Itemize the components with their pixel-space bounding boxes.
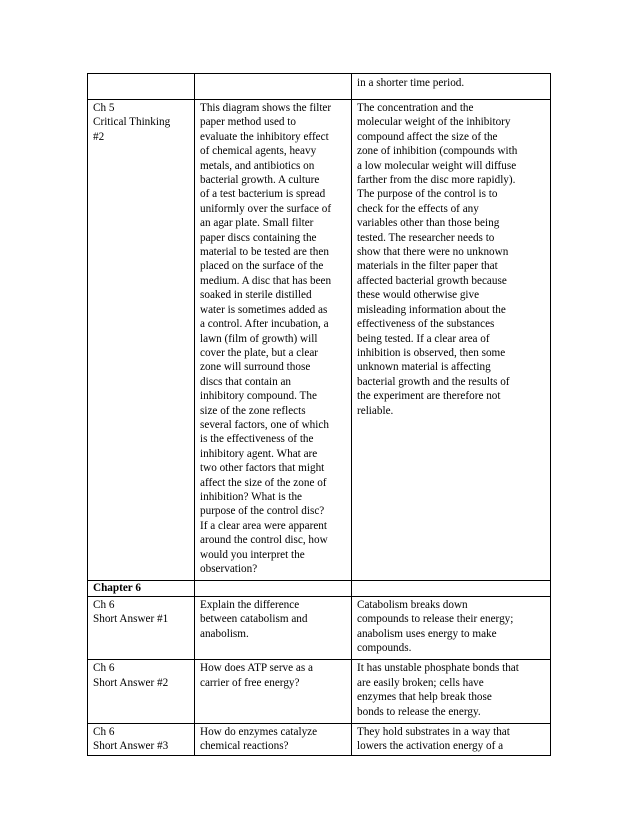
label-cell <box>88 74 195 100</box>
answer-cell: in a shorter time period. <box>352 74 551 100</box>
label-cell: Ch 6 Short Answer #3 <box>88 724 195 756</box>
chapter-heading-row <box>88 581 551 596</box>
answer-cell: It has unstable phosphate bonds that are easily broken; cells have enzymes that help break those bonds to release the energy. <box>352 660 551 724</box>
label-cell: Ch 5 Critical Thinking #2 <box>88 100 195 581</box>
table-row <box>88 100 551 581</box>
table-row <box>88 74 551 100</box>
question-cell: Explain the difference between catabolism and anabolism. <box>195 596 352 660</box>
answer-cell: The concentration and the molecular weight of the inhibitory compound affect the size of the zone of inhibition (compounds with a low molecular weight will diffuse farther from the disc more rapidly). The purpose of the control is to check for the effects of any variables other than those being tested. The researcher needs to show that there were no unknown materials in the filter paper that affected bacterial growth because these would otherwise give misleading information about the effectiveness of the substances being tested. If a clear area of inhibition is observed, then some unknown material is affecting bacterial growth and the results of the experiment are therefore not reliable. <box>352 100 551 581</box>
label-cell: Ch 6 Short Answer #2 <box>88 660 195 724</box>
table-row <box>88 596 551 660</box>
qa-table <box>87 73 551 756</box>
question-cell: How does ATP serve as a carrier of free energy? <box>195 660 352 724</box>
empty-cell <box>195 581 352 596</box>
question-cell: How do enzymes catalyze chemical reactions? <box>195 724 352 756</box>
question-cell <box>195 74 352 100</box>
label-cell: Ch 6 Short Answer #1 <box>88 596 195 660</box>
answer-cell: Catabolism breaks down compounds to release their energy; anabolism uses energy to make compounds. <box>352 596 551 660</box>
question-cell: This diagram shows the filter paper method used to evaluate the inhibitory effect of chemical agents, heavy metals, and antibiotics on bacterial growth. A culture of a test bacterium is spread uniformly over the surface of an agar plate. Small filter paper discs containing the material to be tested are then placed on the surface of the medium. A disc that has been soaked in sterile distilled water is sometimes added as a control. After incubation, a lawn (film of growth) will cover the plate, but a clear zone will surround those discs that contain an inhibitory compound. The size of the zone reflects several factors, one of which is the effectiveness of the inhibitory agent. What are two other factors that might affect the size of the zone of inhibition? What is the purpose of the control disc? If a clear area were apparent around the control disc, how would you interpret the observation? <box>195 100 352 581</box>
answer-cell: They hold substrates in a way that lowers the activation energy of a <box>352 724 551 756</box>
table-row <box>88 724 551 756</box>
chapter-heading: Chapter 6 <box>88 581 195 596</box>
table-row <box>88 660 551 724</box>
empty-cell <box>352 581 551 596</box>
